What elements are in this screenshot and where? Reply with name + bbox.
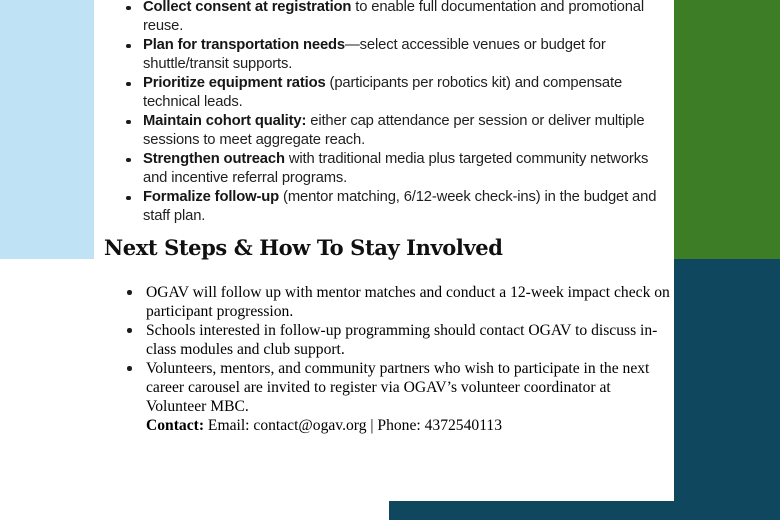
list-item-text: OGAV will follow up with mentor matches and conduct a 12-week impact check on participant progression. bbox=[146, 284, 670, 320]
right-accent-bar-dark bbox=[674, 259, 780, 520]
list-item-text: to enable full documentation and promotional reuse. bbox=[143, 0, 644, 34]
list-item bbox=[119, 150, 665, 188]
list-item-text: Schools interested in follow-up programming should contact OGAV to discuss in-class modules and club support. bbox=[146, 322, 658, 358]
left-accent-bar bbox=[0, 0, 94, 259]
list-item bbox=[119, 74, 665, 112]
contact-label: Contact: bbox=[146, 417, 205, 434]
list-item-text: (mentor matching, 6/12-week check-ins) in the budget and staff plan. bbox=[143, 189, 657, 224]
list-item bbox=[121, 359, 671, 435]
bottom-accent-bar-dark bbox=[389, 501, 780, 520]
list-item-lead: Formalize follow-up bbox=[143, 189, 280, 205]
list-item-text: (participants per robotics kit) and compensate technical leads. bbox=[143, 75, 623, 110]
section-heading: Next Steps & How To Stay Involved bbox=[104, 235, 503, 260]
list-item-text: either cap attendance per session or deliver multiple sessions to meet aggregate reach. bbox=[143, 113, 645, 148]
list-item-lead: Plan for transportation needs bbox=[143, 37, 346, 53]
list-item bbox=[121, 321, 671, 359]
list-item bbox=[119, 188, 665, 226]
contact-line bbox=[146, 416, 671, 435]
list-item-lead: Strengthen outreach bbox=[143, 151, 285, 167]
list-item-lead: Prioritize equipment ratios bbox=[143, 75, 326, 91]
list-item bbox=[119, 36, 665, 74]
list-item bbox=[121, 283, 671, 321]
right-accent-bar-green bbox=[674, 0, 780, 259]
list-item-lead: Collect consent at registration bbox=[143, 0, 352, 15]
list-item-text: with traditional media plus targeted community networks and incentive referral programs. bbox=[143, 151, 649, 186]
list-item-text: —select accessible venues or budget for shuttle/transit supports. bbox=[143, 37, 606, 72]
recommendations-list bbox=[119, 0, 665, 226]
list-item-text: Volunteers, mentors, and community partners who wish to participate in the next career carousel are invited to register via OGAV’s volunteer coordinator at Volunteer MBC. bbox=[146, 360, 650, 415]
list-item bbox=[119, 112, 665, 150]
next-steps-list bbox=[121, 283, 671, 435]
list-item-lead: Maintain cohort quality: bbox=[143, 113, 307, 129]
contact-text: Email: contact@ogav.org | Phone: 4372540113 bbox=[204, 417, 503, 434]
list-item bbox=[119, 0, 665, 36]
